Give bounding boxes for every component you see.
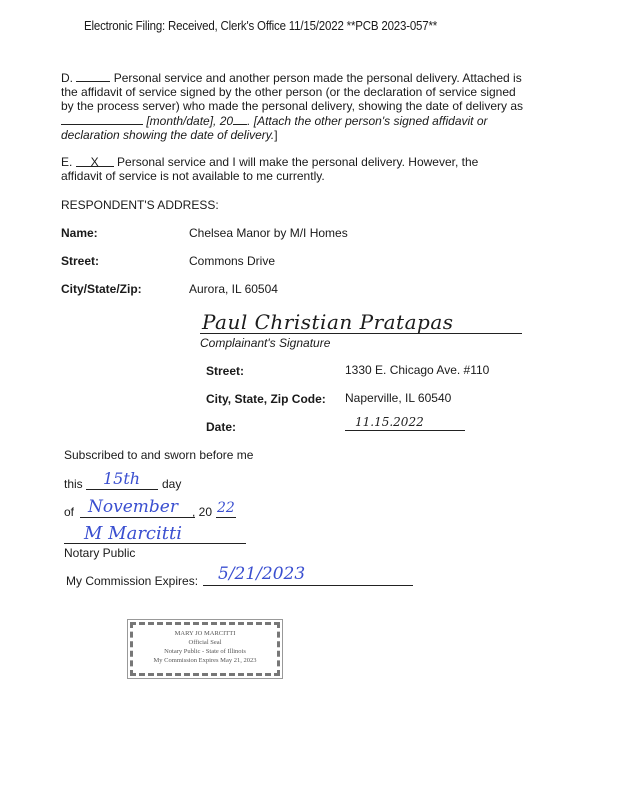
signature-line — [200, 333, 522, 334]
subscribed-text: Subscribed to and sworn before me — [64, 448, 254, 462]
respondent-city-label: City/State/Zip: — [61, 282, 142, 296]
notary-public-label: Notary Public — [64, 546, 136, 560]
respondent-street-value: Commons Drive — [189, 254, 276, 268]
respondent-name-label: Name: — [61, 226, 98, 240]
option-e-paragraph — [61, 155, 541, 183]
commission-line — [203, 585, 413, 586]
option-d-line4b: . [Attach the other person's signed affidavit or — [247, 114, 488, 128]
option-e-letter: E. — [61, 155, 73, 169]
year-prefix: , 20 — [192, 505, 213, 519]
complainant-street-value: 1330 E. Chicago Ave. #110 — [345, 363, 490, 377]
complainant-street-label: Street: — [206, 364, 245, 378]
complainant-signature: Paul Christian Pratapas — [202, 310, 454, 334]
complainant-date-value: 11.15.2022 — [355, 415, 424, 429]
date-line — [345, 430, 465, 431]
month-line — [80, 517, 195, 518]
complainant-signature-label: Complainant's Signature — [200, 336, 331, 350]
option-e-checkmark: X — [76, 155, 114, 167]
commission-expires-label: My Commission Expires: — [66, 574, 199, 588]
respondent-name-value: Chelsea Manor by M/I Homes — [189, 226, 348, 240]
seal-official: Official Seal — [188, 639, 222, 646]
year-line — [216, 517, 236, 518]
day-value: 15th — [103, 469, 141, 488]
day-line — [86, 489, 158, 490]
complainant-date-label: Date: — [206, 420, 237, 434]
seal-commission: My Commission Expires May 21, 2023 — [153, 657, 257, 664]
seal-state: Notary Public - State of Illinois — [164, 648, 246, 655]
option-d-line4a: [month/date], 20 — [146, 114, 234, 128]
option-d-line3: by the process server) who made the personal delivery, showing the date of delivery as — [61, 99, 524, 113]
commission-expires-value: 5/21/2023 — [218, 564, 306, 584]
delivery-date-blank — [61, 113, 143, 125]
respondent-city-value: Aurora, IL 60504 — [189, 282, 278, 296]
notary-signature: M Marcitti — [84, 523, 182, 544]
option-d-letter: D. — [61, 71, 73, 85]
delivery-year-blank — [233, 113, 247, 125]
filing-header: Electronic Filing: Received, Clerk's Office 11/15/2022 **PCB 2023-057** — [84, 19, 438, 33]
option-d-line1: Personal service and another person made the personal delivery. Attached is — [113, 71, 522, 85]
option-d-line5-end: ] — [274, 128, 278, 142]
option-d-line2: the affidavit of service signed by the other person (or the declaration of service signed — [61, 85, 516, 99]
option-d-line5: declaration showing the date of delivery. — [61, 128, 275, 142]
notary-seal — [130, 622, 280, 676]
complainant-city-value: Naperville, IL 60540 — [345, 391, 452, 405]
respondent-street-label: Street: — [61, 254, 100, 268]
year-value: 22 — [217, 500, 235, 516]
seal-name: MARY JO MARCITTI — [174, 630, 236, 637]
this-text: this — [64, 477, 83, 491]
respondent-heading: RESPONDENT'S ADDRESS: — [61, 198, 219, 212]
month-value: November — [88, 497, 178, 517]
day-text: day — [162, 477, 182, 491]
option-d-paragraph — [61, 70, 541, 142]
option-e-line2: affidavit of service is not available to me currently. — [61, 169, 325, 183]
option-e-line1: Personal service and I will make the personal delivery. However, the — [117, 155, 479, 169]
of-text: of — [64, 505, 75, 519]
notary-signature-line — [64, 543, 246, 544]
complainant-city-label: City, State, Zip Code: — [206, 392, 326, 406]
option-d-blank — [76, 70, 110, 82]
